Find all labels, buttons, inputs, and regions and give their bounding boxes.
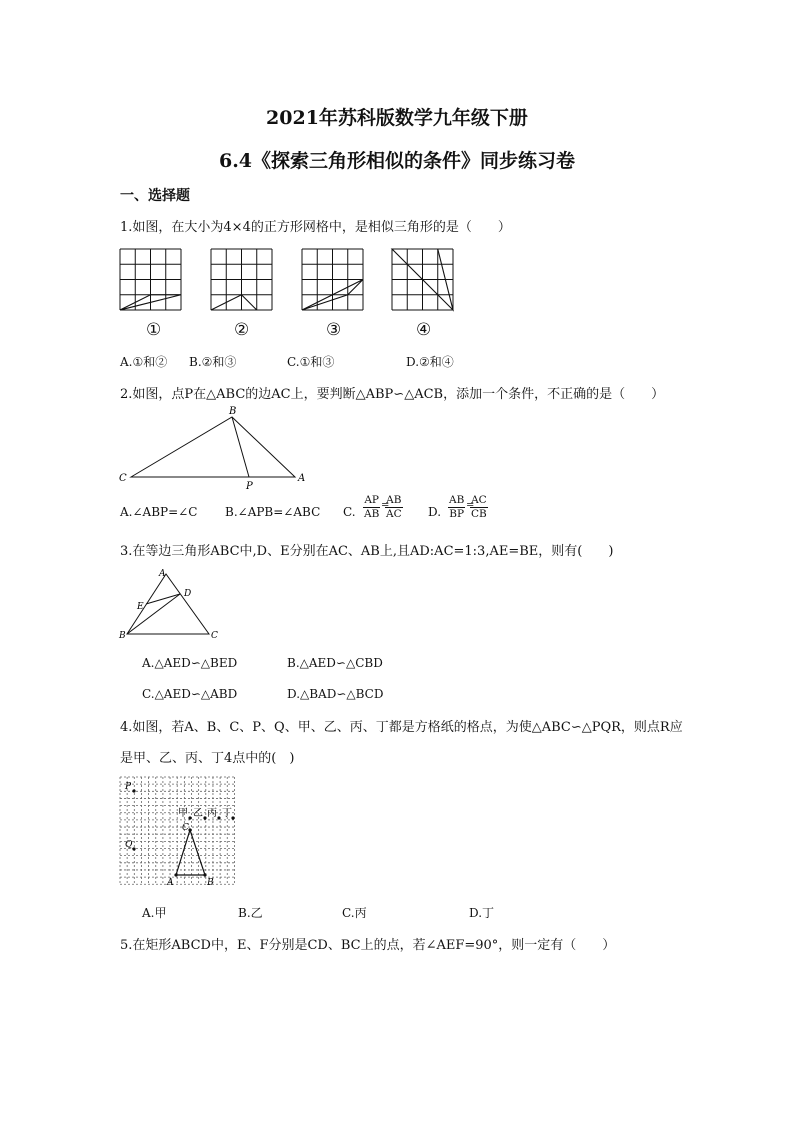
q3-option-d: D.△BAD∽△BCD bbox=[287, 687, 384, 701]
q1-figure-label-3: ③ bbox=[326, 320, 342, 340]
denominator: BP bbox=[449, 508, 465, 520]
q2-stem: 2.如图，点P在△ABC的边AC上，要判断△ABP∽△ACB，添加一个条件，不正确的是（ ） bbox=[120, 387, 665, 402]
q1-stem: 1.如图，在大小为4×4的正方形网格中，是相似三角形的是（ ） bbox=[120, 220, 511, 235]
q2-option-d-equals: = bbox=[466, 500, 475, 511]
q2-option-a: A.∠ABP=∠C bbox=[120, 505, 198, 519]
q2-point-b: B bbox=[229, 406, 237, 417]
q1-option-c: C.①和③ bbox=[287, 355, 335, 369]
section-heading: 一、选择题 bbox=[120, 188, 190, 204]
q4-point-jia-dot bbox=[188, 816, 191, 819]
q2-point-p: P bbox=[246, 481, 253, 492]
q4-point-bing: 丙 bbox=[207, 808, 217, 819]
denominator: AC bbox=[386, 508, 402, 520]
q4-option-d: D.丁 bbox=[469, 906, 495, 920]
q4-point-a: A bbox=[167, 878, 174, 888]
denominator: AB bbox=[364, 508, 380, 520]
q3-option-c: C.△AED∽△ABD bbox=[142, 687, 238, 701]
q4-point-q-dot bbox=[132, 847, 135, 850]
q3-option-a: A.△AED∽△BED bbox=[142, 656, 238, 670]
q2-option-c-prefix: C. bbox=[343, 505, 356, 519]
q2-point-c: C bbox=[119, 473, 127, 484]
q4-point-b: B bbox=[207, 878, 214, 888]
title-line2: 6.4《探索三角形相似的条件》同步练习卷 bbox=[218, 150, 576, 172]
numerator: AB bbox=[449, 494, 465, 506]
q3-point-d: D bbox=[184, 589, 192, 599]
q2-option-d-prefix: D. bbox=[428, 505, 442, 519]
q4-point-p-dot bbox=[132, 789, 135, 792]
q4-point-ding: 丁 bbox=[222, 808, 232, 819]
q1-figure-label-1: ① bbox=[146, 320, 162, 340]
q1-option-d: D.②和④ bbox=[406, 355, 454, 369]
q4-point-a-dot bbox=[174, 873, 177, 876]
q3-point-a: A bbox=[159, 569, 166, 579]
q4-point-bing-dot bbox=[217, 816, 220, 819]
q4-point-p: P bbox=[125, 782, 132, 792]
q4-stem-line1: 4.如图，若A、B、C、P、Q、甲、乙、丙、丁都是方格纸的格点，为使△ABC∽△PQR，则点R应 bbox=[120, 720, 683, 735]
q4-option-c: C.丙 bbox=[342, 906, 367, 920]
title-line1: 2021年苏科版数学九年级下册 bbox=[266, 107, 528, 129]
q5-stem: 5.在矩形ABCD中，E、F分别是CD、BC上的点，若∠AEF=90°，则一定有（ ） bbox=[120, 938, 616, 953]
numerator: AC bbox=[471, 494, 487, 506]
q2-option-b: B.∠APB=∠ABC bbox=[225, 505, 321, 519]
q4-point-yi: 乙 bbox=[193, 808, 203, 819]
q4-point-b-dot bbox=[203, 873, 206, 876]
q3-option-b: B.△AED∽△CBD bbox=[287, 656, 383, 670]
denominator: CB bbox=[471, 508, 487, 520]
q4-point-c: C bbox=[182, 823, 189, 833]
q4-option-a: A.甲 bbox=[142, 906, 167, 920]
q4-stem-line2: 是甲、乙、丙、丁4点中的( ) bbox=[120, 751, 295, 766]
q4-point-jia: 甲 bbox=[178, 808, 188, 819]
q2-option-c-equals: = bbox=[381, 500, 390, 511]
q1-option-a: A.①和② bbox=[120, 355, 168, 369]
q3-point-b: B bbox=[119, 631, 126, 641]
q4-point-q: Q bbox=[125, 840, 133, 850]
q3-point-c: C bbox=[211, 631, 218, 641]
q1-figure-label-4: ④ bbox=[416, 320, 432, 340]
numerator: AB bbox=[386, 494, 402, 506]
q3-point-e: E bbox=[137, 602, 144, 612]
q4-option-b: B.乙 bbox=[238, 906, 263, 920]
q1-option-b: B.②和③ bbox=[189, 355, 237, 369]
numerator: AP bbox=[364, 494, 379, 506]
q3-stem: 3.在等边三角形ABC中,D、E分别在AC、AB上,且AD:AC=1:3,AE=BE，则有( ) bbox=[120, 544, 614, 559]
q1-figure-label-2: ② bbox=[234, 320, 250, 340]
q2-point-a: A bbox=[298, 473, 306, 484]
